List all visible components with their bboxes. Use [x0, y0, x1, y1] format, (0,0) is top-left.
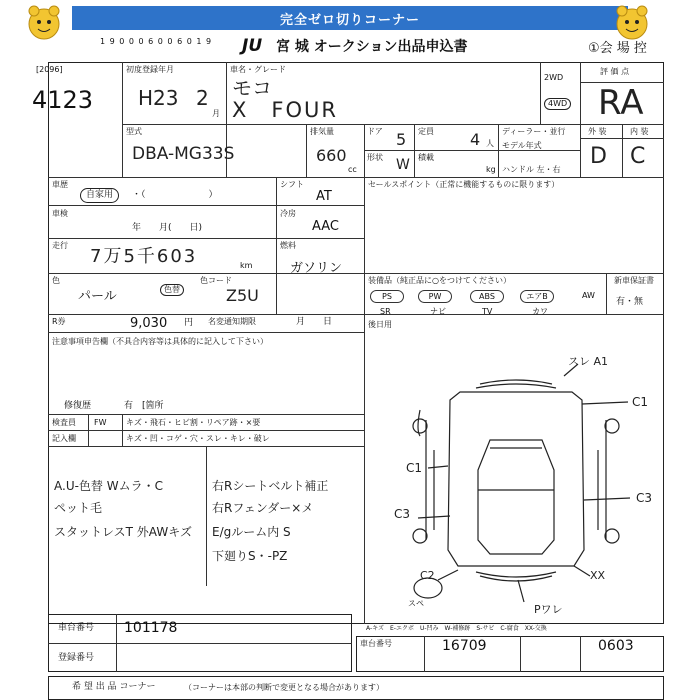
inspector-label: 検査員 [52, 418, 76, 427]
mark-p: Pワレ [534, 603, 563, 616]
deadline-value: 月 日 [296, 317, 333, 327]
brand-logo: JU [242, 36, 263, 56]
drive-4wd-circled: 4WD [544, 98, 571, 110]
drive-2wd: 2WD [544, 73, 564, 82]
mark-c1-left: C1 [406, 461, 423, 475]
shape: W [396, 157, 410, 173]
equip-tv: TV [482, 307, 493, 316]
ff-items: キズ・凹・コゲ・穴・スレ・キレ・破レ [126, 434, 270, 443]
equip-ps: PS [370, 290, 404, 303]
equip-airbag: エアB [520, 290, 554, 303]
capacity-unit: 人 [486, 139, 494, 148]
equip-pw: PW [418, 290, 452, 303]
number-value: 0603 [598, 638, 634, 654]
model-year-label: モデル年式 [502, 141, 542, 150]
corner-title: 希 望 出 品 コーナー [72, 682, 156, 692]
displacement-unit: cc [348, 165, 357, 174]
fw-items: キズ・飛石・ヒビ割・リペア跡・×要 [126, 418, 261, 427]
mascot-icon [612, 2, 652, 42]
equip-aw: AW [582, 291, 595, 300]
name-label: 車名・グレード [230, 65, 286, 74]
note-line: 下廻りS・-PZ [212, 549, 288, 563]
mark-xx: XX [590, 569, 606, 582]
recycle-label: R券 [52, 317, 66, 326]
fuel-label: 燃料 [280, 241, 296, 250]
note-line: E/gルーム内 S [212, 525, 291, 539]
note-line: 右Rフェンダー×メ [212, 501, 314, 515]
use-rest: ・（ ） [132, 190, 218, 200]
sales-point-label: セールスポイント（正常に機能するものに限ります） [368, 180, 560, 189]
color-value: パール [78, 289, 117, 304]
shift-value: AT [316, 189, 332, 204]
ac-value: AAC [312, 219, 339, 234]
mascot-icon [24, 2, 64, 42]
dealer-label: ディーラー・並行 [502, 127, 566, 136]
model-label: 型式 [126, 127, 142, 136]
vehicle-name: モコ [232, 76, 272, 100]
first-reg-label: 初度登録年月 [126, 65, 174, 74]
interior-label: 内 装 [630, 127, 649, 136]
mileage-value: 7万5千603 [90, 246, 198, 267]
equip-kawa: カワ [532, 307, 548, 316]
exterior-grade: D [590, 144, 607, 169]
mark-a1: スレ A1 [568, 355, 609, 368]
use-label: 車歴 [52, 180, 68, 189]
use-value-circled: 自家用 [80, 188, 119, 203]
note-line: ペット毛 [54, 501, 103, 515]
first-reg-year: H23 [138, 86, 179, 110]
equip-abs: ABS [470, 290, 504, 303]
form-title: 宮 城 オークション出品申込書 [276, 39, 468, 55]
color-code-label: 色コード [200, 276, 232, 285]
post-label: 後日用 [368, 320, 392, 329]
repair-label: 修復歴 [64, 401, 92, 411]
equip-sr: SR [380, 307, 391, 316]
interior-grade: C [630, 144, 646, 169]
mark-c3-left: C3 [394, 507, 411, 521]
color-label: 色 [52, 276, 60, 285]
entry-label: 記入欄 [52, 434, 76, 443]
notes-label: 注意事項申告欄（不具合内容等は具体的に記入して下さい） [52, 337, 268, 346]
recycle-fee: 9,030 [130, 316, 168, 331]
eval-label: 評 価 点 [600, 67, 630, 76]
ac-label: 冷房 [280, 209, 296, 218]
doors: 5 [396, 130, 407, 149]
mark-c2: C2 [420, 569, 435, 582]
serial-label: 車台番号 [360, 639, 392, 648]
corner-note: （コーナーは本部の判断で変更となる場合があります） [184, 683, 384, 692]
serial-value: 16709 [442, 638, 487, 654]
shift-label: シフト [280, 180, 304, 189]
color-change-circled: 色替 [160, 284, 184, 296]
car-diagram [368, 340, 660, 620]
fw-label: FW [94, 418, 107, 427]
reg-label: 登録番号 [58, 653, 95, 663]
load-label: 積載 [418, 153, 434, 162]
note-line: A.U-色替 Wムラ・C [54, 479, 163, 493]
first-reg-month: 2 [196, 86, 209, 110]
shape-label: 形状 [367, 153, 383, 162]
model-code: DBA-MG33S [132, 144, 235, 164]
exterior-label: 外 装 [588, 127, 607, 136]
inspection-value: 年 月( 日) [132, 223, 203, 233]
lot-number: 4123 [32, 86, 94, 114]
mark-spare: スペ [408, 599, 424, 608]
recycle-unit: 円 [184, 318, 194, 328]
damage-legend: A-キズ E-エクボ U-凹み W-補修跡 S-サビ C-腐食 XX-交換 [366, 625, 547, 632]
eval-score: RA [598, 83, 644, 123]
mark-c1-top: C1 [632, 395, 649, 409]
ref-number: [2096] [36, 65, 63, 74]
serial-digits: 1 9 0 0 0 6 0 0 6 0 1 9 [100, 37, 213, 46]
mark-c3-right: C3 [636, 491, 653, 505]
color-code-value: Z5U [226, 286, 259, 305]
handle-label: ハンドル 左・右 [502, 165, 561, 174]
warranty-value: 有・無 [616, 297, 644, 307]
load-unit: kg [486, 165, 496, 174]
capacity-label: 定員 [418, 127, 434, 136]
venue-copy: ①会 場 控 [588, 41, 647, 56]
banner-title: 完全ゼロ切りコーナー [72, 6, 628, 30]
equipment-label: 装備品（純正品に○をつけてください） [368, 276, 511, 285]
warranty-label: 新車保証書 [614, 276, 654, 285]
deadline-label: 名変通知期限 [208, 317, 256, 326]
chassis-label: 車台番号 [58, 623, 95, 633]
vehicle-grade: X FOUR [232, 98, 338, 122]
capacity: 4 [470, 130, 481, 149]
fuel-value: ガソリン [290, 261, 343, 276]
note-line: スタットレスT 外AWキズ [54, 525, 192, 539]
chassis-value: 101178 [124, 620, 178, 636]
displacement-label: 排気量 [310, 127, 334, 136]
repair-value: 有 [箇所 [124, 401, 164, 411]
note-line: 右Rシートベルト補正 [212, 479, 329, 493]
equip-navi: ナビ [430, 307, 446, 316]
displacement: 660 [316, 146, 347, 165]
mileage-unit: km [240, 261, 253, 270]
mileage-label: 走行 [52, 241, 68, 250]
doors-label: ドア [367, 127, 383, 136]
month-unit: 月 [212, 109, 220, 118]
inspection-label: 車検 [52, 209, 68, 218]
